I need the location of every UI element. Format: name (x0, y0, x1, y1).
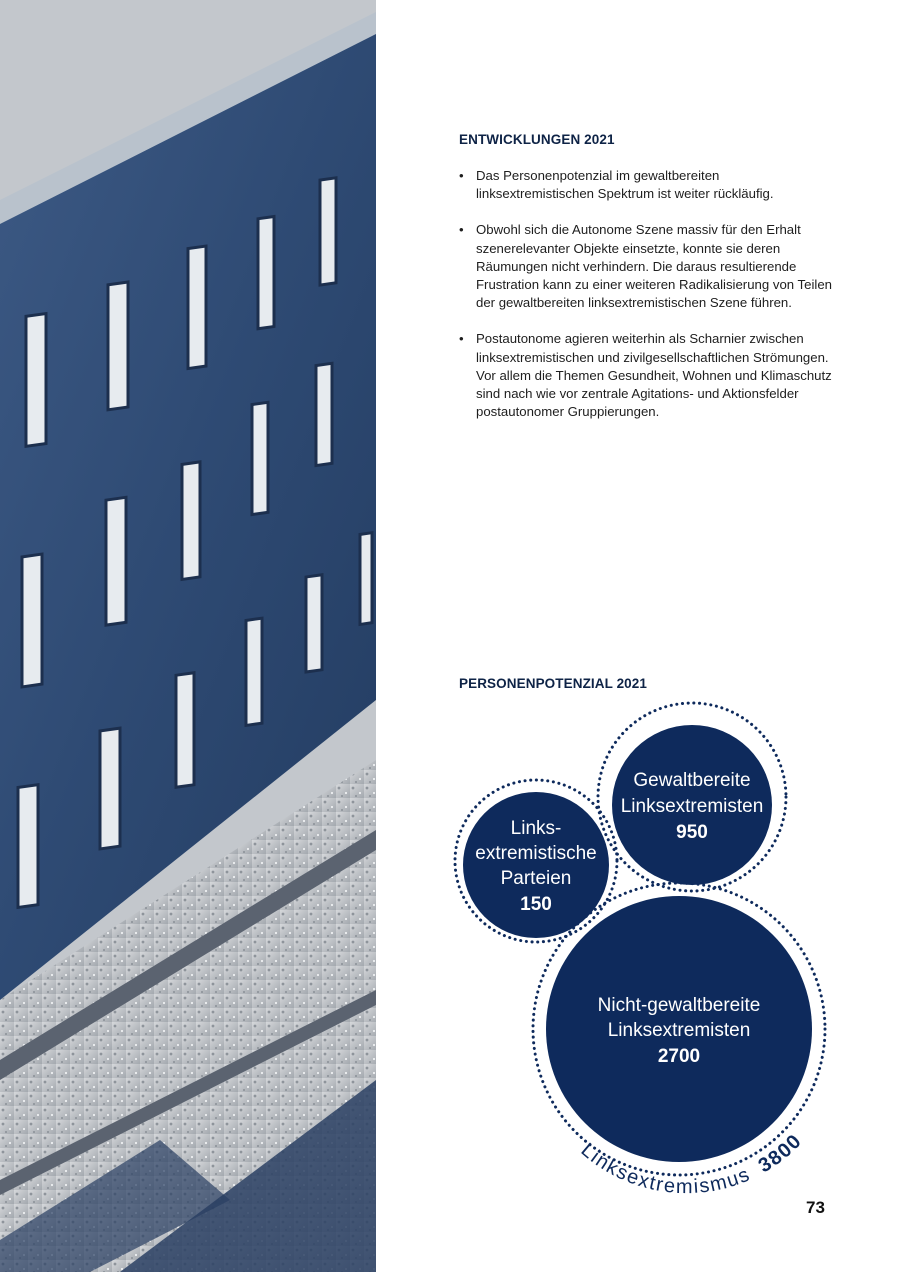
bubble-chart (440, 700, 840, 1210)
nonviolent-value: 2700 (657, 1046, 701, 1067)
list-item (459, 167, 839, 203)
developments-heading: ENTWICKLUNGEN 2021 (459, 132, 615, 147)
potential-heading: PERSONENPOTENZIAL 2021 (459, 676, 648, 691)
bullet-text: Das Personenpotenzial im gewaltbereiten linksextremistischen Spektrum ist weiter rückläufig. (476, 168, 774, 202)
parties-label-line1: Links- (510, 818, 562, 839)
bullet-icon: • (459, 168, 464, 183)
nonviolent-label-line2: Linksextremisten (607, 1020, 751, 1041)
parties-label-line3: Parteien (500, 868, 572, 889)
bullet-text: Obwohl sich die Autonome Szene massiv für den Erhalt szenerelevanter Objekte einsetzte, konnte sie deren Räumungen nicht verhindern. Die daraus resultierende Frustration kann zu einer weiteren Radikalisierung von Teilen der gewaltbereiten linksextremistischen Szene führen. (476, 222, 833, 311)
violent-value: 950 (676, 822, 708, 843)
bullet-icon: • (459, 331, 464, 347)
bubble-parties (463, 792, 609, 938)
list-item (459, 221, 839, 312)
violent-label-line1: Gewaltbereite (633, 770, 751, 791)
parties-label-line2: extremistische (475, 843, 597, 864)
bullet-icon: • (459, 222, 464, 238)
railing-photo (0, 0, 376, 1272)
bullet-text: Postautonome agieren weiterhin als Scharnier zwischen linksextremistischen und zivilgesellschaftlichen Strömungen. Vor allem die Themen Gesundheit, Wohnen und Klimaschutz sind nach wie vor zentrale Agitations- und Aktionsfelder postautonomer Gruppierungen. (476, 331, 832, 420)
list-item (459, 330, 839, 421)
total-value: 3800 (754, 1129, 807, 1178)
developments-list (459, 167, 839, 439)
cover-photo (0, 0, 376, 1272)
violent-label-line2: Linksextremisten (620, 796, 764, 817)
parties-value: 150 (520, 894, 552, 915)
page-number: 73 (806, 1198, 825, 1217)
nonviolent-label-line1: Nicht-gewaltbereite (597, 995, 761, 1016)
total-label-text: Linksextremismus (576, 1139, 754, 1199)
